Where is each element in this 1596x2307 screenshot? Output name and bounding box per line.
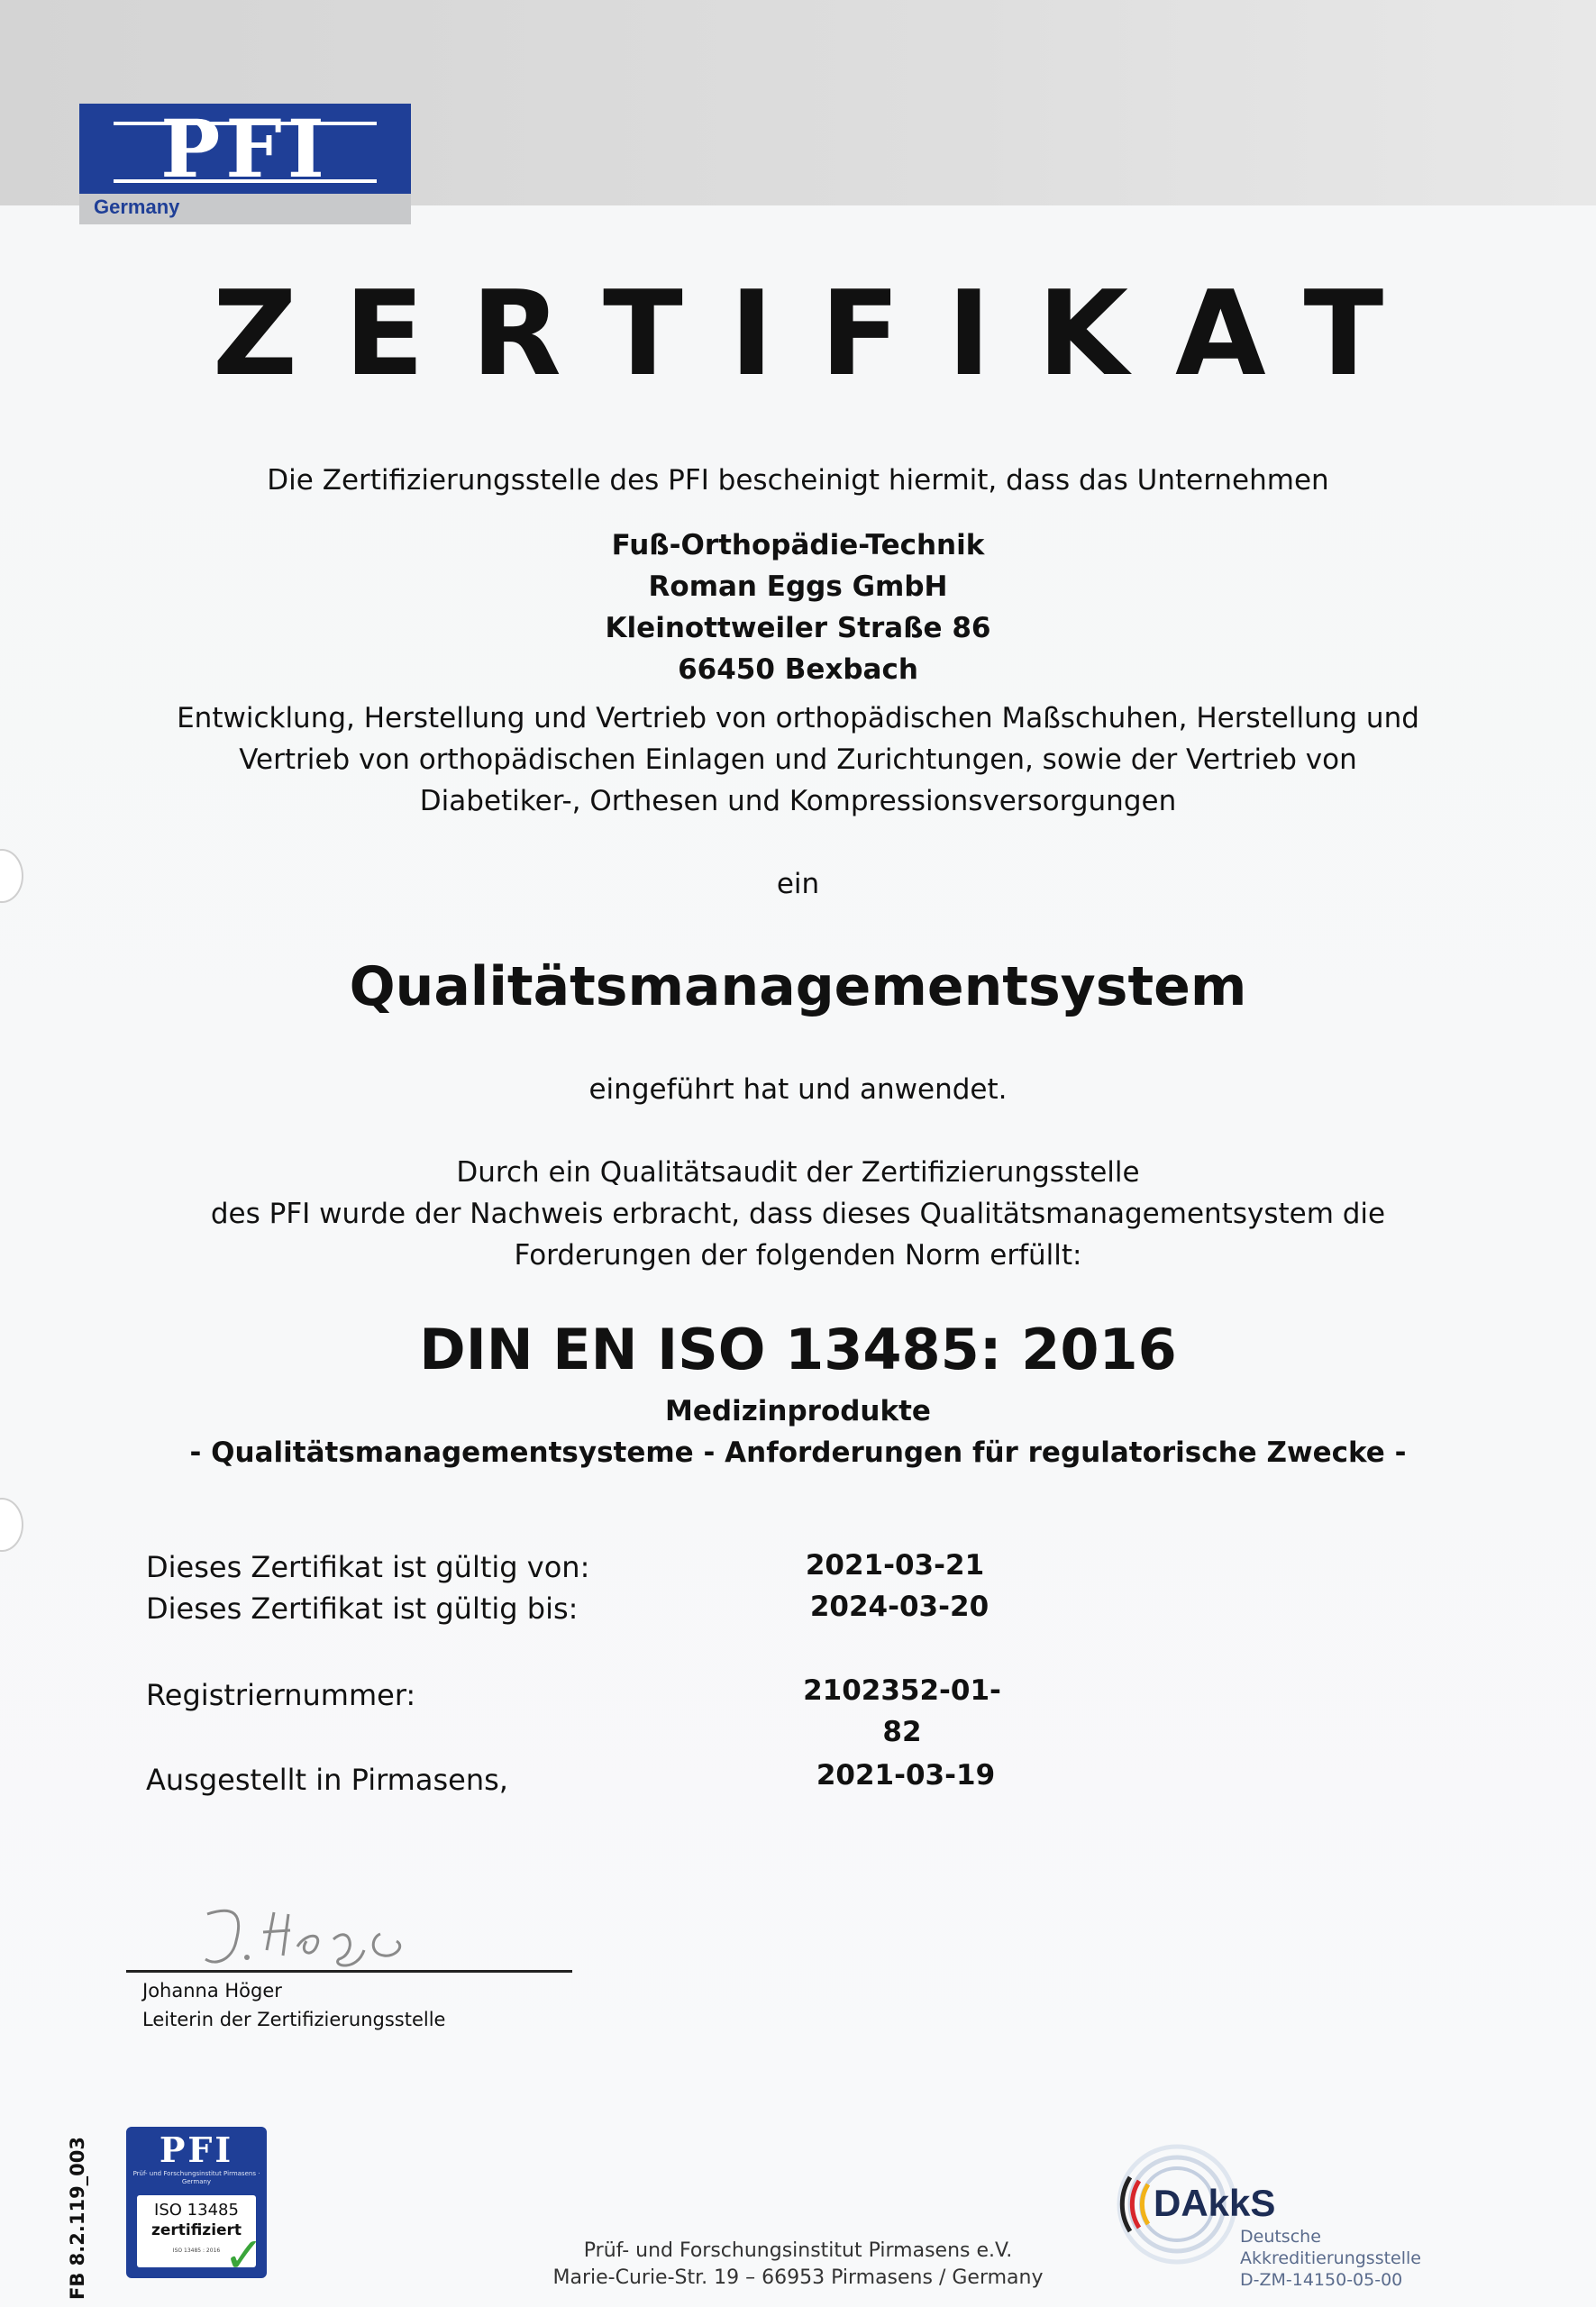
badge-logo: PFI: [159, 2129, 234, 2170]
scope-line: Entwicklung, Herstellung und Vertrieb von orthopädischen Maßschuhen, Herstellung und: [177, 702, 1419, 734]
dakks-logo: [1108, 2136, 1505, 2298]
institute-name: Prüf- und Forschungsinstitut Pirmasens e.V.: [583, 2239, 1013, 2262]
badge-certified: zertifiziert: [150, 2221, 242, 2239]
scope-block: [0, 698, 1596, 822]
signature-line: [126, 1970, 572, 1973]
company-block: [0, 524, 1596, 690]
form-code: FB 8.2.119_003: [67, 2136, 88, 2300]
norm-subtitle: Medizinprodukte: [665, 1395, 931, 1427]
ein-text: ein: [776, 868, 820, 900]
scope-line: Diabetiker-, Orthesen und Kompressionsversorgungen: [419, 785, 1177, 817]
badge-sub: Prüf- und Forschungsinstitut Pirmasens · Germany: [132, 2170, 260, 2185]
pfi-logo-blue: [79, 104, 411, 194]
signatory-role: Leiterin der Zertifizierungsstelle: [142, 2009, 446, 2030]
company-name-line1: Fuß-Orthopädie-Technik: [611, 529, 985, 561]
dakks-accreditation-number: D-ZM-14150-05-00: [1240, 2270, 1403, 2290]
pfi-logo-sub: Germany: [94, 196, 180, 218]
badge-mini: ISO 13485 : 2016: [172, 2248, 221, 2254]
pfi-logo-text: PFI: [160, 104, 330, 194]
introduced-text: eingeführt hat und anwendet.: [588, 1073, 1008, 1106]
company-street: Kleinottweiler Straße 86: [605, 612, 991, 644]
dakks-wordmark: DAkkS: [1154, 2182, 1276, 2224]
punch-hole: [0, 1498, 23, 1552]
audit-line: Durch ein Qualitätsaudit der Zertifizierungsstelle: [456, 1156, 1140, 1189]
check-icon: ✓: [223, 2227, 265, 2278]
scope-line: Vertrieb von orthopädischen Einlagen und Zurichtungen, sowie der Vertrieb von: [239, 743, 1357, 776]
signatory-name: Johanna Höger: [142, 1980, 282, 2002]
dakks-line: Akkreditierungsstelle: [1240, 2248, 1421, 2268]
institute-address: Marie-Curie-Str. 19 – 66953 Pirmasens / Germany: [552, 2266, 1044, 2289]
issued-value: 2021-03-19: [816, 1759, 996, 1792]
dakks-line: Deutsche: [1240, 2227, 1321, 2247]
audit-line: Forderungen der folgenden Norm erfüllt:: [514, 1239, 1082, 1272]
audit-block: [0, 1152, 1596, 1276]
intro-text: Die Zertifizierungsstelle des PFI bescheinigt hiermit, dass das Unternehmen: [267, 464, 1329, 497]
pfi-logo: [79, 104, 411, 224]
badge-iso: ISO 13485: [154, 2201, 239, 2220]
norm-title: DIN EN ISO 13485: 2016: [419, 1317, 1177, 1382]
handwritten-signature: [180, 1896, 451, 1977]
valid-from-label: Dieses Zertifikat ist gültig von:: [146, 1550, 590, 1584]
company-city: 66450 Bexbach: [678, 653, 918, 686]
registration-label: Registriernummer:: [146, 1678, 416, 1712]
qms-title: Qualitätsmanagementsystem: [349, 955, 1247, 1018]
norm-description: - Qualitätsmanagementsysteme - Anforderungen für regulatorische Zwecke -: [189, 1436, 1407, 1469]
valid-to-value: 2024-03-20: [809, 1591, 990, 1623]
pfi-logo-grey: [79, 194, 411, 224]
valid-from-value: 2021-03-21: [805, 1549, 985, 1582]
page-title: ZERTIFIKAT: [212, 265, 1431, 402]
valid-to-label: Dieses Zertifikat ist gültig bis:: [146, 1591, 579, 1626]
signature-block: [126, 1901, 577, 2037]
company-name-line2: Roman Eggs GmbH: [648, 570, 948, 603]
audit-line: des PFI wurde der Nachweis erbracht, dass dieses Qualitätsmanagementsystem die: [210, 1198, 1386, 1230]
registration-value: 2102352-01-82: [803, 1674, 1001, 1748]
issued-label: Ausgestellt in Pirmasens,: [146, 1763, 508, 1797]
